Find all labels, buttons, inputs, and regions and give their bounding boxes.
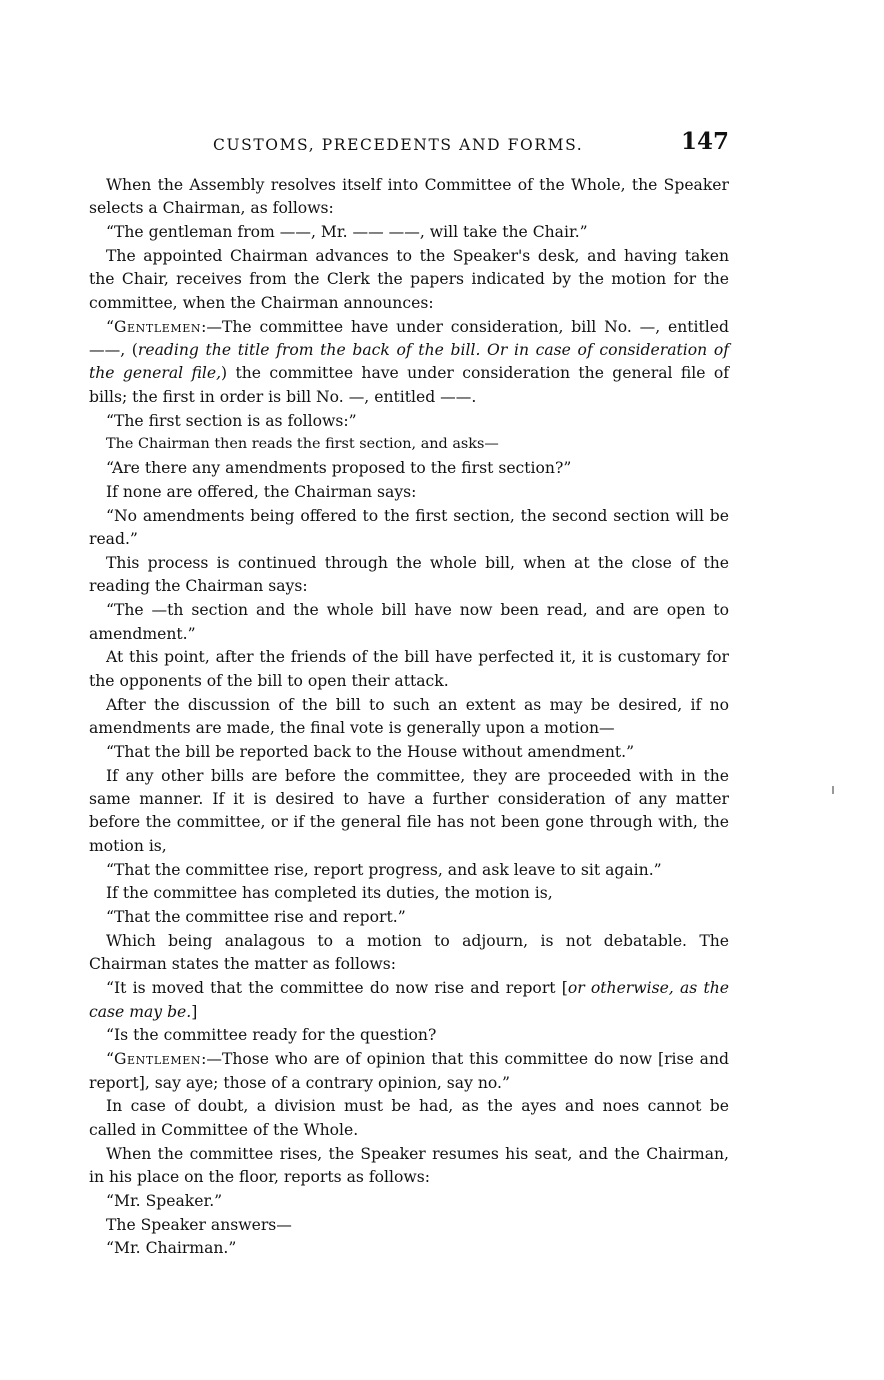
text-span: :—The committee have under consideration, bill No. —, entitled ——, ( [89, 317, 729, 360]
small-caps-text: Gentlemen [113, 317, 202, 336]
paragraph: “Mr. Speaker.” [106, 1191, 223, 1210]
text-span: “It is moved that the committee do now rise and report [ [106, 979, 568, 998]
paragraph: Which being analagous to a motion to adjourn, is not debatable. The Chairman states the matter as follows: [89, 932, 729, 974]
paragraph: The appointed Chairman advances to the Speaker's desk, and having taken the Chair, receives from the Clerk the papers indicated by the motion for the committee, when the Chairman announces: [89, 247, 729, 312]
paragraph [89, 1048, 729, 1095]
paragraph: If the committee has completed its duties, the motion is, [106, 884, 553, 903]
paragraph: The Speaker answers— [106, 1215, 292, 1234]
paragraph: At this point, after the friends of the bill have perfected it, it is customary for the opponents of the bill to open their attack. [89, 648, 729, 690]
paragraph: “The first section is as follows:” [106, 411, 357, 430]
paragraph: When the Assembly resolves itself into Committee of the Whole, the Speaker selects a Chairman, as follows: [89, 176, 729, 218]
paragraph: “The gentleman from ——, Mr. —— ——, will take the Chair.” [106, 223, 588, 242]
paragraph: If none are offered, the Chairman says: [106, 483, 417, 502]
italic-text: or otherwise, as the case may be. [89, 979, 729, 1021]
paragraph: “Is the committee ready for the question? [106, 1026, 437, 1045]
text-span: ] [191, 1002, 198, 1021]
paragraph [89, 977, 729, 1024]
paragraph [89, 316, 729, 410]
paragraph: “The —th section and the whole bill have now been read, and are open to amendment.” [89, 601, 729, 643]
page-header [89, 128, 729, 162]
text-span: ) the committee have under consideration the general file of bills; the first in order is bill No. —, entitled ——. [89, 364, 729, 406]
paragraph: In case of doubt, a division must be had, as the ayes and noes cannot be called in Committee of the Whole. [89, 1097, 729, 1139]
text-span: :—Those who are of opinion that this committee do now [rise and report], say aye; those of a contrary opinion, say no.” [89, 1050, 729, 1092]
page-number: 147 [680, 128, 729, 155]
paragraph: “That the committee rise and report.” [106, 908, 406, 927]
italic-text: reading the title from the back of the bill. Or in case of consideration of the general file, [89, 341, 729, 383]
running-head: CUSTOMS, PRECEDENTS AND FORMS. [213, 136, 584, 154]
paragraph: This process is continued through the whole bill, when at the close of the reading the Chairman says: [89, 554, 729, 596]
quote-mark: “ [106, 317, 114, 336]
margin-speck [832, 786, 834, 794]
paragraph: “That the bill be reported back to the House without amendment.” [106, 742, 635, 761]
quote-mark: “ [106, 1050, 114, 1069]
paragraph: “Are there any amendments proposed to the first section?” [106, 459, 572, 478]
small-caps-text: Gentlemen [113, 1050, 202, 1069]
paragraph: The Chairman then reads the first section, and asks— [106, 436, 499, 453]
paragraph: “No amendments being offered to the first section, the second section will be read.” [89, 506, 729, 549]
paragraph: When the committee rises, the Speaker resumes his seat, and the Chairman, in his place on the floor, reports as follows: [89, 1144, 729, 1187]
paragraph: “Mr. Chairman.” [106, 1239, 237, 1258]
paragraph: “That the committee rise, report progress, and ask leave to sit again.” [106, 860, 662, 879]
book-page [89, 128, 729, 1261]
paragraph: After the discussion of the bill to such an extent as may be desired, if no amendments are made, the final vote is generally upon a motion— [89, 695, 729, 738]
body-text [89, 174, 729, 1261]
paragraph: If any other bills are before the committee, they are proceeded with in the same manner. If it is desired to have a further consideration of any matter before the committee, or if the general file has not been gone through with, the motion is, [89, 766, 729, 855]
